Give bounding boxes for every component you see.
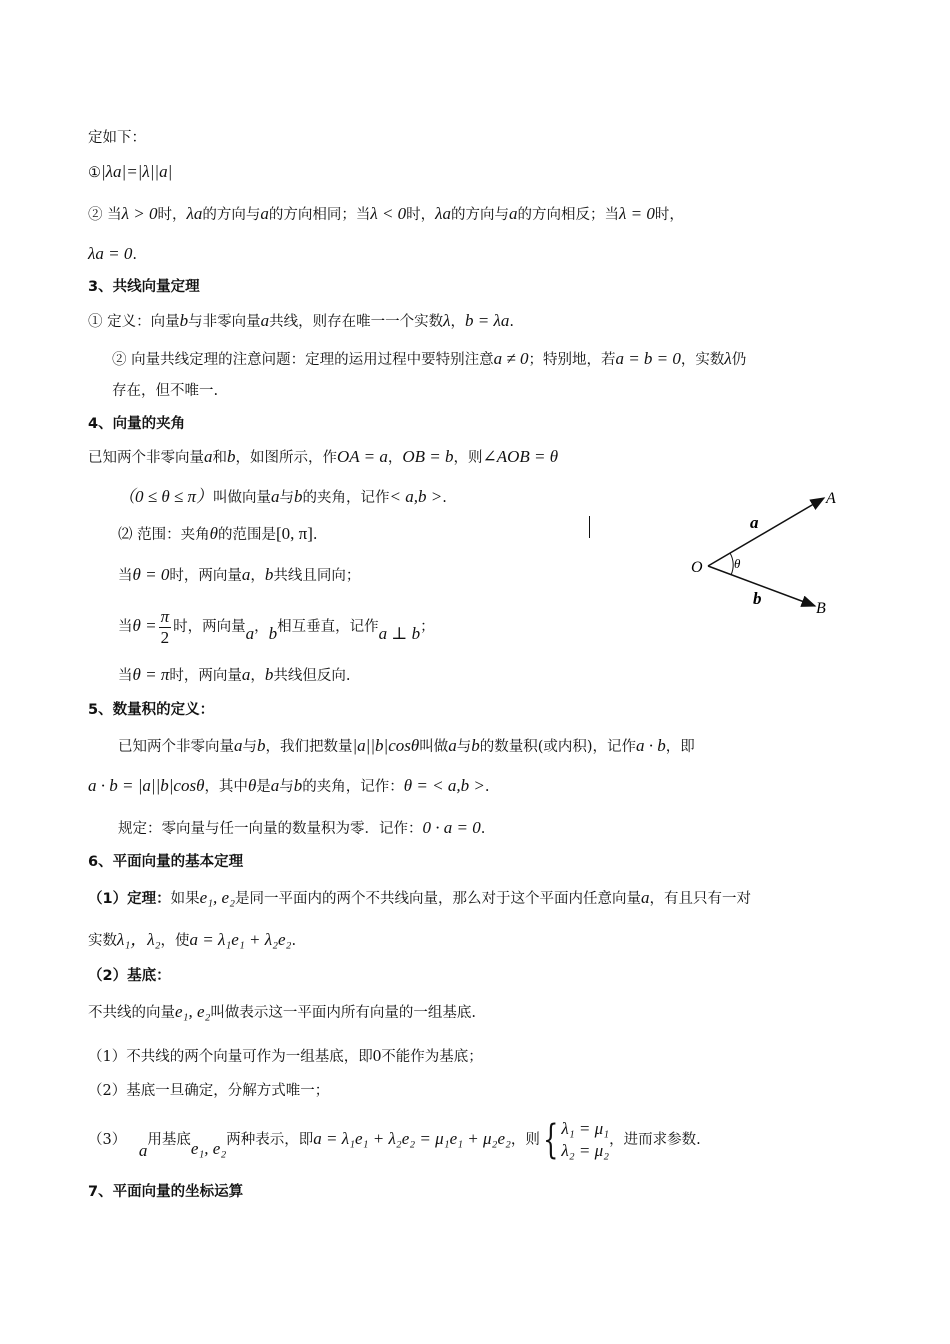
fraction-pi-over-2 [159,607,172,648]
math: [0, π] [275,524,313,543]
text: 的范围是 [217,527,276,543]
s4-range [118,524,317,545]
text: ，即 [665,739,695,755]
rule-2-num: ② [88,207,103,223]
math: a [241,565,251,584]
text: ，其中 [204,779,248,795]
math: OA = a [337,447,388,466]
s6-theorem [88,888,751,909]
math: b [293,776,303,795]
text: ，我们把数量 [265,739,353,755]
math: b [257,736,266,755]
text: ⑵ 范围：夹角 [118,527,210,543]
math: a [271,487,280,506]
math: a [245,624,255,643]
intro-text: 定如下： [88,130,146,146]
math: b [294,487,303,506]
vector-ob-arrow [708,566,815,606]
text: 当 [118,568,133,584]
rule-2 [88,204,684,225]
s3-note-line2: 存在，但不唯一. [112,383,219,399]
math: b [264,565,274,584]
math: OB = b [402,447,454,466]
s4-case-right [118,605,435,655]
text: 共线但反向. [273,668,351,684]
text: 的方向与 [451,207,510,223]
math: a = λ₁e₁ + λ₂e₂ [189,930,292,949]
math: λ [724,349,732,368]
section-6-title: 6、平面向量的基本定理 [88,854,244,870]
text: 不共线的向量 [88,1005,175,1021]
math: a [260,311,270,330]
s5-rule [118,818,485,839]
text: 共线，则存在唯一一个实数 [269,314,444,330]
text: ； [420,619,435,635]
math: λa = 0 [88,244,133,263]
rule-2-tail [88,244,137,265]
math: b [227,447,236,466]
text: . [291,933,297,949]
text: 的数量积(或内积)，记作 [479,739,637,755]
math: a [448,736,457,755]
text: 规定：零向量与任一向量的数量积为零．记作： [118,821,423,837]
section-3-title: 3、共线向量定理 [88,279,200,295]
math: λ₂ = μ₂ [561,1141,610,1160]
label-theta: θ [734,556,741,571]
math: e₁, e₂ [190,1139,227,1158]
text: 的夹角，记作： [302,779,404,795]
math: a = b = 0 [615,349,681,368]
math: θ [209,524,218,543]
equation-system [561,1118,609,1162]
label-A: A [826,490,836,507]
s3-note [112,349,746,370]
s5-p2 [88,776,489,797]
text: 时， [654,207,684,223]
text: ，则 [453,450,483,466]
math: λ = 0 [619,204,655,223]
text: 当 [107,207,122,223]
angle-figure [680,478,860,628]
math: a · b [636,736,666,755]
text: 是 [256,779,271,795]
s6-item-3 [88,1116,701,1174]
s6-item-2: （2）基底一旦确定，分解方式唯一； [88,1083,330,1099]
math: λ [443,311,451,330]
text: ， [450,314,465,330]
text: . [480,821,486,837]
text: （3） [88,1132,127,1148]
text: ，使 [160,933,190,949]
math: λ > 0 [121,204,158,223]
label-O: O [691,559,703,576]
text: ， [250,668,265,684]
text: 与 [242,739,257,755]
text: ；特别地，若 [528,352,616,368]
s4-intro [88,447,558,468]
text: ， [254,619,269,635]
math: a [641,888,650,907]
math: 0 [372,1046,382,1065]
s6-basis-def [88,1002,476,1023]
math: θ = π [132,665,170,684]
math: a [241,665,251,684]
numerator: π [160,606,170,626]
label-B: B [816,600,826,617]
text: 不能作为基底； [381,1049,483,1065]
text: 时， [157,207,187,223]
math: a [260,204,269,223]
s6-item-1 [88,1046,483,1067]
text: 仍 [731,352,747,368]
text: 的夹角，记作 [302,490,390,506]
text: 相互垂直，记作 [277,619,379,635]
text: 当 [118,619,133,635]
text: 叫做向量 [213,490,272,506]
math: λ₁，λ₂ [117,930,161,949]
text-cursor [589,516,590,538]
text: 如果 [170,891,200,907]
text: 已知两个非零向量 [118,739,234,755]
text: 当 [118,668,133,684]
math: θ [247,776,257,795]
math: a · b = |a||b|cosθ [88,776,205,795]
text: . [132,247,137,263]
section-5-title: 5、数量积的定义： [88,702,215,718]
text: 的方向相反；当 [517,207,620,223]
math: a ⊥ b [378,624,421,643]
text: ① 定义：向量 [88,314,180,330]
text: 与非零向量 [188,314,261,330]
s4-case-pi [118,665,350,686]
text: 时，两向量 [173,619,246,635]
text: 时，两向量 [169,668,242,684]
text: ，如图所示，作 [235,450,337,466]
left-brace: { [543,1117,559,1163]
text: ，有且只有一对 [649,891,752,907]
text: 实数 [88,933,117,949]
math: b [264,665,274,684]
s4-range-cond [118,487,447,508]
math: λa [186,204,203,223]
text: 的方向与 [202,207,261,223]
math: < a,b > [389,487,443,506]
text: 时， [406,207,436,223]
text: 的方向相同；当 [268,207,371,223]
math: e₁, e₂ [199,888,236,907]
denominator: 2 [160,627,170,647]
text: 两种表示，即 [226,1132,314,1148]
math: a ≠ 0 [493,349,529,368]
text: 与 [279,779,294,795]
math: θ = 0 [132,565,170,584]
rule-1 [88,162,172,183]
math: b [268,624,278,643]
text: 时，两向量 [169,568,242,584]
text: （1）不共线的两个向量可作为一组基底，即 [88,1049,373,1065]
rule-1-num: ① [88,165,101,181]
math: ∠AOB = θ [482,447,559,466]
label-a: a [750,513,759,532]
text: 叫做表示这一平面内所有向量的一组基底. [210,1005,477,1021]
math: 0 · a = 0 [422,818,481,837]
text: 与 [279,490,295,506]
label-b: b [753,589,762,608]
text: ② 向量共线定理的注意问题：定理的运用过程中要特别注意 [112,352,494,368]
text: ，进而求参数. [609,1132,701,1148]
math: a [138,1141,148,1160]
math: θ = < a,b > [403,776,485,795]
math: a [270,776,280,795]
text: 已知两个非零向量 [88,450,204,466]
text: . [442,490,447,506]
s6-basis-title: （2）基底： [88,968,171,984]
s3-definition [88,311,514,332]
text: . [312,527,318,543]
math: （0 ≤ θ ≤ π） [118,487,214,506]
text: 用基底 [147,1132,191,1148]
math: a [204,447,213,466]
s5-p1 [118,736,695,757]
math: a [234,736,243,755]
vector-oa-arrow [708,498,824,566]
text: ， [250,568,265,584]
text: 与 [456,739,472,755]
math: b [471,736,480,755]
text: ，则 [510,1132,540,1148]
math: b [179,311,189,330]
math: e₁, e₂ [175,1002,211,1021]
text: ，实数 [680,352,725,368]
s4-case-zero [118,565,360,586]
math: a = λ₁e₁ + λ₂e₂ = μ₁e₁ + μ₂e₂ [313,1129,511,1148]
text: 和 [212,450,227,466]
section-7-title: 7、平面向量的坐标运算 [88,1184,244,1200]
text: ， [387,450,403,466]
math: b = λa [464,311,510,330]
math: a [509,204,518,223]
text: . [484,779,490,795]
math: θ = [132,616,157,635]
text: （1）定理： [88,891,171,907]
s6-theorem-line2 [88,930,296,951]
section-4-title: 4、向量的夹角 [88,416,186,432]
math: λ < 0 [370,204,407,223]
text: 共线且同向； [273,568,361,584]
math: |a||b|cosθ [352,736,420,755]
text: 是同一平面内的两个不共线向量，那么对于这个平面内任意向量 [235,891,642,907]
text: 叫做 [419,739,449,755]
math: λ₁ = μ₁ [561,1119,610,1138]
math: λa [435,204,452,223]
angle-arc [730,553,733,575]
rule-1-formula: |λa|=|λ||a| [101,162,173,181]
text: . [509,314,514,330]
